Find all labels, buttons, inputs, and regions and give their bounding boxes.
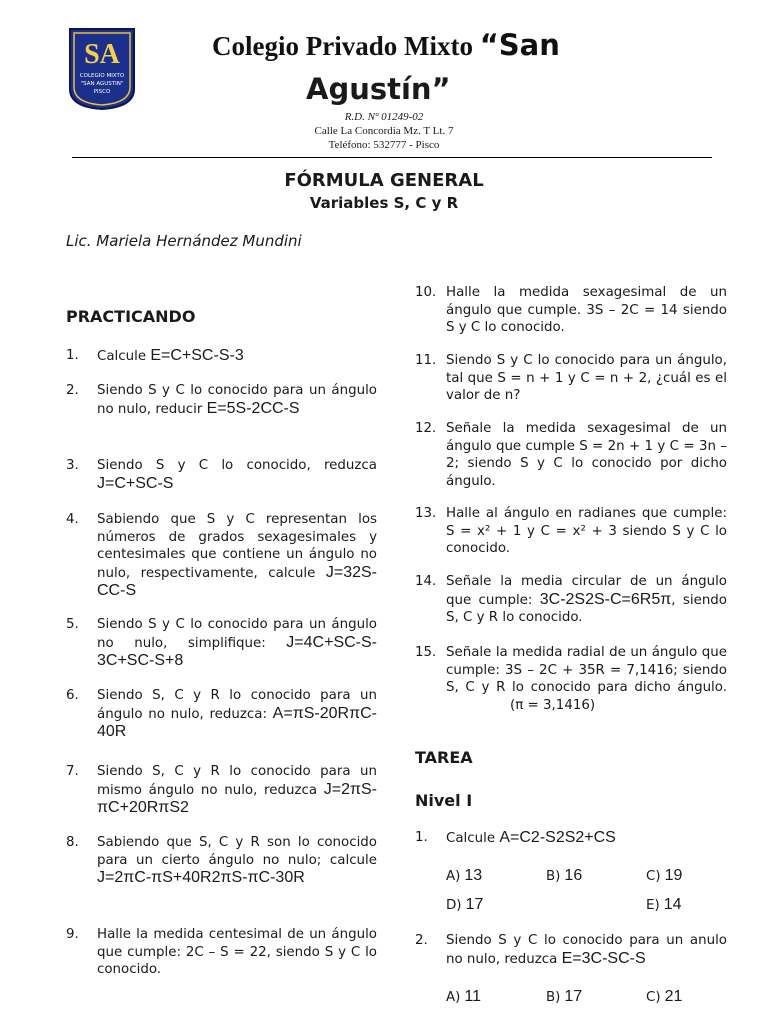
document-subtitle: Variables S, C y R [309,194,459,212]
author-name: Lic. Mariela Hernández Mundini [66,232,302,250]
exercise-text: Calcule [97,349,151,364]
header-divider [72,157,712,158]
exercise-text: Señale la media circular de un ángulo que cumple: [446,574,727,608]
exercise-text: Siendo S y C lo conocido para un ángulo, tal que S = n + 1 y C = n + 2, ¿cuál es el valor de n? [446,353,727,403]
exercise-number: 11. [415,353,437,368]
exercise-number: 2. [415,933,428,948]
school-logo [68,27,136,111]
exercise-formula: J=2πC-πS+40R2πS-πC-30R [97,869,305,886]
exercise-number: 5. [66,617,79,632]
school-phone: Teléfono: 532777 - Pisco [328,139,440,151]
school-title [212,28,560,62]
exercise-formula: E=C+SC-S-3 [150,347,244,364]
answer-option: C) 19 [646,867,683,884]
practicando-heading: PRACTICANDO [66,307,196,326]
exercise-number: 6. [66,688,79,703]
exercise-number: 1. [415,830,428,845]
answer-option: A) 11 [446,988,481,1005]
exercise-text: Señale la medida radial de un ángulo que cumple: 3S – 2C + 35R = 7,1416; siendo S, C y R lo conocido para dicho ángulo. [446,645,727,695]
exercise-text: Siendo S y C lo conocido para un ángulo no nulo, reducir [97,383,377,417]
exercise-formula: J=32S-CC-S [97,563,377,599]
exercise-formula: J=2πS-πC+20RπS2 [97,780,377,816]
exercise-text-after: , siendo S, C y R lo conocido. [446,592,727,625]
exercise-formula: J=4C+SC-S-3C+SC-S+8 [97,633,377,669]
exercise-number: 9. [66,927,79,942]
school-address: Calle La Concordia Mz. T Lt. 7 [314,125,454,137]
school-title-sans-2: Agustín” [306,72,451,106]
exercise-text: Siendo S y C lo conocido, reduzca [97,458,377,473]
answer-option: A) 13 [446,867,483,884]
exercise-text: Siendo S y C lo conocido para un anulo no nulo, reduzca [446,933,727,967]
exercise-text: Halle la medida sexagesimal de un ángulo que cumple. 3S – 2C = 14 siendo S y C lo conocido. [446,285,727,335]
exercise-number: 3. [66,458,79,473]
exercise-text: Sabiendo que S, C y R son lo conocido para un cierto ángulo no nulo; calcule [97,835,377,868]
exercise-formula: E=5S-2CC-S [206,399,300,417]
exercise-number: 10. [415,285,437,300]
exercise-text: Halle al ángulo en radianes que cumple: S = x² + 1 y C = x² + 3 siendo S y C lo conocido. [446,506,727,556]
resolution-number: R.D. Nº 01249-02 [344,111,424,123]
pi-note: (π = 3,1416) [510,697,596,713]
nivel-heading: Nivel I [415,791,473,810]
exercise-text: Sabiendo que S y C representan los números de grados sexagesimales y centesimales que contiene un ángulo no nulo, respectivamente, calcule [97,512,377,581]
logo-line-1: COLEGIO MIXTO [79,73,125,79]
logo-monogram: SA [84,39,120,70]
exercise-number: 14. [415,574,437,589]
exercise-number: 8. [66,835,79,850]
exercise-number: 12. [415,421,437,436]
exercise-formula: A=C2-S2S2+CS [499,829,616,846]
exercise-number: 7. [66,764,79,779]
exercise-formula: 3C-2S2S-C=6R5π [539,590,672,608]
exercise-formula: E=3C-SC-S [561,949,646,967]
tarea-heading: TAREA [415,748,473,767]
answer-option: B) 17 [546,988,583,1005]
exercise-text: Calcule [446,831,500,846]
answer-option: B) 16 [546,867,583,884]
exercise-text: Halle la medida centesimal de un ángulo que cumple: 2C – S = 22, siendo S y C lo conocido. [97,927,377,977]
exercise-text: Siendo S, C y R lo conocido para un ángulo no nulo, reduzca: [97,688,377,722]
exercise-number: 4. [66,512,79,527]
answer-option: E) 14 [646,896,682,913]
answer-option: D) 17 [446,896,484,913]
school-title-serif: Colegio Privado Mixto [212,31,480,61]
answer-option: C) 21 [646,988,683,1005]
exercise-number: 2. [66,383,79,398]
exercise-text: Señale la medida sexagesimal de un ángulo que cumple S = 2n + 1 y C = 3n – 2; siendo S y C lo conocido por dicho ángulo. [446,421,727,489]
exercise-formula: J=C+SC-S [97,474,174,492]
logo-line-2: "SAN AGUSTIN" [80,81,124,87]
exercise-text: Siendo S y C lo conocido para un ángulo no nulo, simplifique: [97,617,377,651]
exercise-text: Siendo S, C y R lo conocido para un mismo ángulo no nulo, reduzca [97,764,377,798]
document-title: FÓRMULA GENERAL [284,170,484,191]
logo-line-3: PISCO [93,89,111,95]
exercise-number: 1. [66,348,79,363]
exercise-number: 15. [415,645,437,660]
exercise-formula: A=πS-20RπC-40R [97,704,377,740]
school-title-sans-1: “San [479,28,560,62]
exercise-number: 13. [415,506,437,521]
